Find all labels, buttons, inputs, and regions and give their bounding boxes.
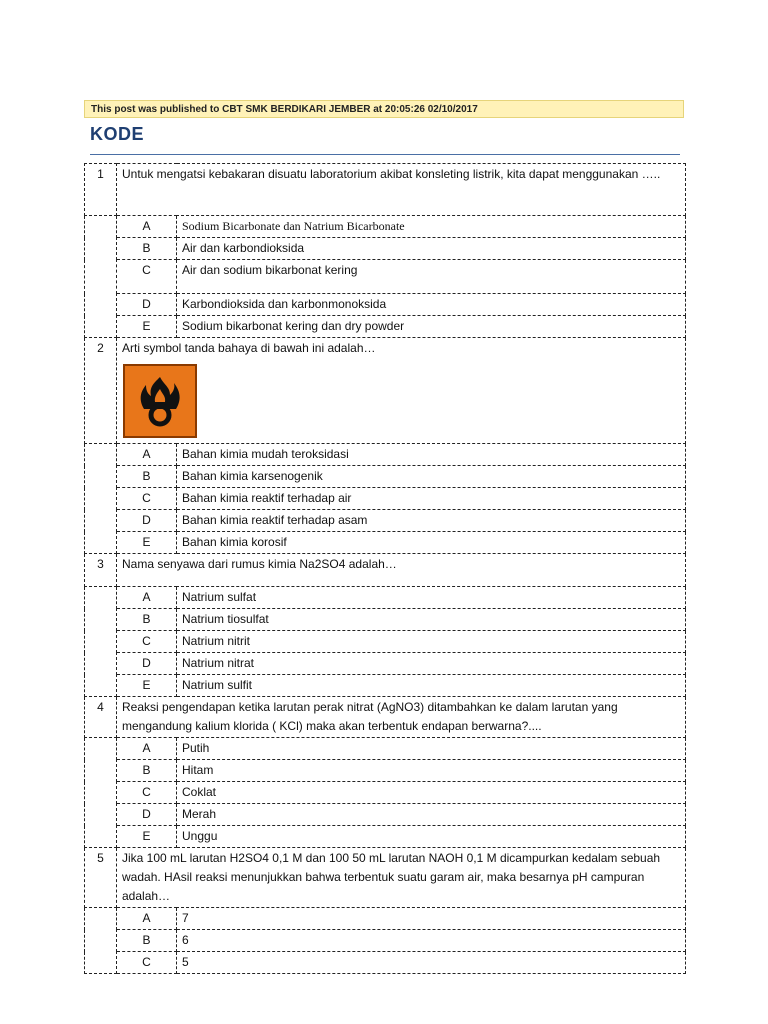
- number-spacer: [85, 738, 117, 848]
- option-text: Natrium sulfat: [177, 587, 686, 609]
- option-row: [85, 952, 686, 974]
- option-text: 5: [177, 952, 686, 974]
- option-row: [85, 587, 686, 609]
- number-spacer: [85, 908, 117, 974]
- option-text: Natrium sulfit: [177, 675, 686, 697]
- option-row: [85, 466, 686, 488]
- option-letter: B: [117, 609, 177, 631]
- option-letter: A: [117, 908, 177, 930]
- question-text: Jika 100 mL larutan H2SO4 0,1 M dan 100 50 mL larutan NAOH 0,1 M dicampurkan kedalam sebuah wadah. HAsil reaksi menunjukkan bahwa terbentuk suatu garam air, maka besarnya pH campuran adalah…: [117, 848, 686, 908]
- oxidizing-hazard-icon: [123, 364, 197, 438]
- publish-banner: This post was published to CBT SMK BERDIKARI JEMBER at 20:05:26 02/10/2017: [84, 100, 684, 118]
- question-number: 4: [85, 697, 117, 738]
- option-row: [85, 930, 686, 952]
- question-cell: [117, 338, 686, 444]
- option-row: [85, 609, 686, 631]
- question-number: 2: [85, 338, 117, 444]
- question-text: Untuk mengatsi kebakaran disuatu laboratorium akibat konsleting listrik, kita dapat menggunakan …..: [117, 164, 686, 216]
- option-row: [85, 826, 686, 848]
- option-text: 7: [177, 908, 686, 930]
- option-row: [85, 760, 686, 782]
- option-row: [85, 804, 686, 826]
- quiz-table: [84, 163, 686, 974]
- option-letter: C: [117, 782, 177, 804]
- option-letter: A: [117, 216, 177, 238]
- question-number: 1: [85, 164, 117, 216]
- option-letter: E: [117, 826, 177, 848]
- option-text: Bahan kimia korosif: [177, 532, 686, 554]
- number-spacer: [85, 587, 117, 697]
- page-title: KODE: [90, 124, 145, 144]
- option-letter: A: [117, 587, 177, 609]
- option-text: Putih: [177, 738, 686, 760]
- option-letter: B: [117, 760, 177, 782]
- option-text: Natrium nitrat: [177, 653, 686, 675]
- option-text: Air dan karbondioksida: [177, 238, 686, 260]
- option-row: [85, 238, 686, 260]
- option-row: [85, 653, 686, 675]
- question-row: [85, 338, 686, 444]
- option-letter: B: [117, 466, 177, 488]
- option-row: [85, 216, 686, 238]
- option-letter: D: [117, 294, 177, 316]
- question-number: 5: [85, 848, 117, 908]
- option-text: Sodium Bicarbonate dan Natrium Bicarbonate: [177, 216, 686, 238]
- option-row: [85, 675, 686, 697]
- option-text: 6: [177, 930, 686, 952]
- option-text: Unggu: [177, 826, 686, 848]
- option-row: [85, 260, 686, 294]
- option-row: [85, 782, 686, 804]
- flame-over-circle-icon: [130, 371, 190, 431]
- option-text: Bahan kimia karsenogenik: [177, 466, 686, 488]
- option-row: [85, 488, 686, 510]
- option-row: [85, 316, 686, 338]
- question-text: Nama senyawa dari rumus kimia Na2SO4 adalah…: [117, 554, 686, 587]
- question-number: 3: [85, 554, 117, 587]
- option-text: Hitam: [177, 760, 686, 782]
- option-letter: E: [117, 316, 177, 338]
- option-letter: B: [117, 930, 177, 952]
- option-letter: C: [117, 260, 177, 294]
- option-letter: C: [117, 488, 177, 510]
- option-row: [85, 908, 686, 930]
- title-divider: [90, 154, 680, 155]
- option-row: [85, 532, 686, 554]
- option-letter: D: [117, 510, 177, 532]
- option-row: [85, 294, 686, 316]
- option-letter: E: [117, 675, 177, 697]
- question-text: Arti symbol tanda bahaya di bawah ini adalah…: [122, 341, 376, 355]
- option-row: [85, 510, 686, 532]
- question-row: [85, 554, 686, 587]
- number-spacer: [85, 216, 117, 338]
- option-letter: C: [117, 952, 177, 974]
- question-text: Reaksi pengendapan ketika larutan perak nitrat (AgNO3) ditambahkan ke dalam larutan yang mengandung kalium klorida ( KCl) maka akan terbentuk endapan berwarna?....: [117, 697, 686, 738]
- option-letter: A: [117, 444, 177, 466]
- option-letter: A: [117, 738, 177, 760]
- option-row: [85, 738, 686, 760]
- number-spacer: [85, 444, 117, 554]
- question-row: [85, 848, 686, 908]
- question-row: [85, 697, 686, 738]
- option-row: [85, 631, 686, 653]
- option-text: Merah: [177, 804, 686, 826]
- option-row: [85, 444, 686, 466]
- option-text: Air dan sodium bikarbonat kering: [177, 260, 686, 294]
- option-text: Karbondioksida dan karbonmonoksida: [177, 294, 686, 316]
- option-text: Coklat: [177, 782, 686, 804]
- option-text: Bahan kimia mudah teroksidasi: [177, 444, 686, 466]
- option-text: Natrium tiosulfat: [177, 609, 686, 631]
- option-letter: C: [117, 631, 177, 653]
- option-letter: B: [117, 238, 177, 260]
- option-letter: E: [117, 532, 177, 554]
- option-text: Bahan kimia reaktif terhadap asam: [177, 510, 686, 532]
- option-letter: D: [117, 804, 177, 826]
- option-text: Sodium bikarbonat kering dan dry powder: [177, 316, 686, 338]
- option-letter: D: [117, 653, 177, 675]
- option-text: Natrium nitrit: [177, 631, 686, 653]
- option-text: Bahan kimia reaktif terhadap air: [177, 488, 686, 510]
- question-row: [85, 164, 686, 216]
